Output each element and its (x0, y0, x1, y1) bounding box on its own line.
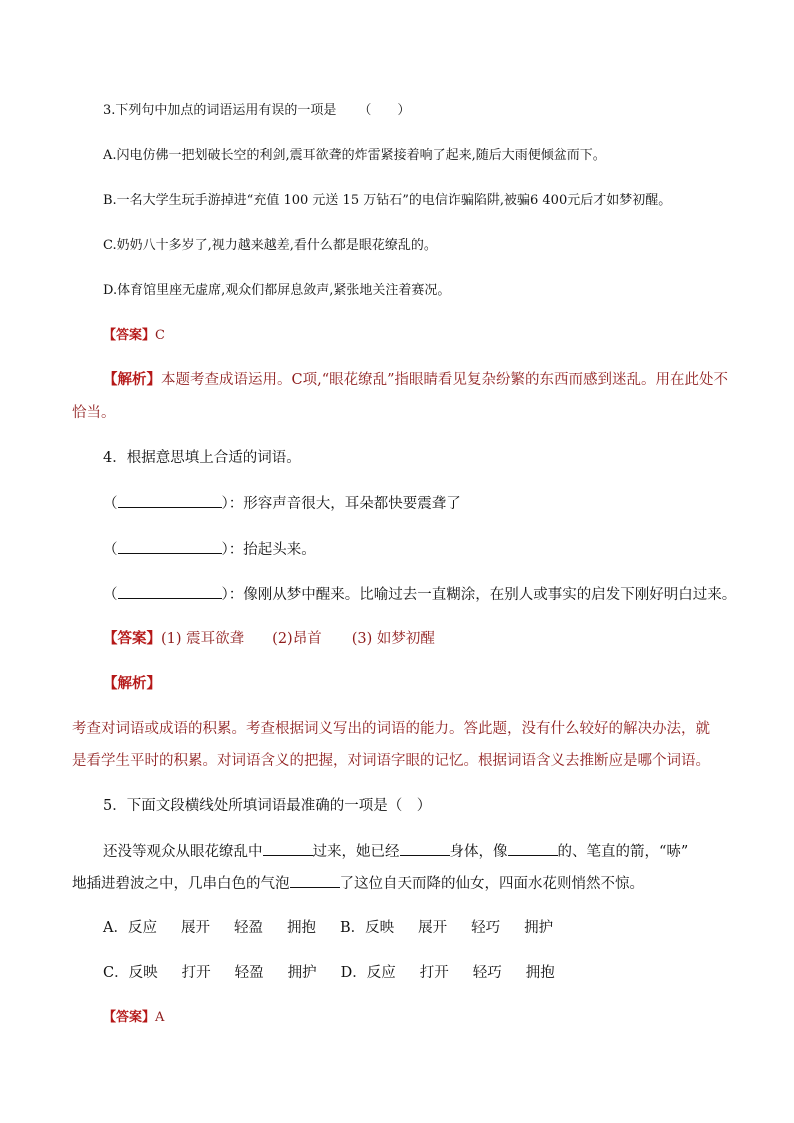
q5-passage-seg4: 的、笔直的箭，“哧” (557, 844, 689, 860)
q5-option-d-3: 轻巧 (472, 965, 502, 981)
q3-option-c: C.奶奶八十多岁了,视力越来越差,看什么都是眼花缭乱的。 (103, 238, 437, 253)
q5-option-a-4: 拥抱 (286, 920, 316, 936)
q3-option-b: B.一名大学生玩手游掉进“充值 100 元送 15 万钻石”的电信诈骗陷阱,被骗6 400元后才如梦初醒。 (103, 193, 672, 208)
q4-item-3-text: ）：像刚从梦中醒来。比喻过去一直糊涂，在别人或事实的启发下刚好明白过来。 (221, 587, 737, 603)
q4-analysis-line1: 考查对词语或成语的积累。考查根据词义写出的词语的能力。答此题，没有什么较好的解决办法，就 (72, 721, 710, 737)
q5-passage-seg3: 身体，像 (449, 844, 508, 860)
q5-answer (103, 1009, 164, 1027)
q5-passage-line1 (103, 842, 688, 861)
q4-analysis-line2: 是看学生平时的积累。对词语含义的把握，对词语字眼的记忆。根据词语含义去推断应是哪个词语。 (72, 753, 710, 769)
q4-item-3-blank (118, 585, 222, 599)
q5-option-d: D．反应 (340, 965, 396, 981)
q3-answer-tag: 【答案】 (103, 328, 156, 343)
q5-blank-1 (263, 842, 313, 856)
q4-stem: 4．根据意思填上合适的词语。 (103, 450, 301, 466)
q3-analysis-line2: 恰当。 (72, 405, 116, 421)
q5-option-b-4: 拥护 (524, 920, 554, 936)
q3-analysis-tag: 【解析】 (103, 371, 161, 388)
q5-option-b-2: 展开 (418, 920, 448, 936)
q4-item-1-blank (118, 494, 222, 508)
q4-item-2-blank (118, 540, 222, 554)
q3-stem-text: 3.下列句中加点的词语运用有误的一项是 (103, 103, 337, 118)
q5-answer-tag: 【答案】 (103, 1010, 156, 1025)
q5-option-c-3: 轻盈 (234, 965, 264, 981)
q3-answer (103, 327, 165, 345)
q3-option-d: D.体育馆里座无虚席,观众们都屏息敛声,紧张地关注着赛况。 (103, 283, 451, 298)
q5-option-a: A．反应 (103, 920, 157, 936)
q5-option-c-2: 打开 (181, 965, 211, 981)
q4-answer-tag: 【答案】 (103, 630, 161, 647)
q4-answer-3: (3) 如梦初醒 (351, 631, 435, 647)
q4-analysis-tag: 【解析】 (103, 675, 161, 692)
q4-item-2-open: （ (103, 542, 118, 558)
q4-answer-2: (2)昂首 (272, 631, 322, 647)
q5-option-b: B．反映 (339, 920, 395, 936)
q5-option-d-2: 打开 (419, 965, 449, 981)
q5-option-c-4: 拥护 (287, 965, 317, 981)
q5-passage-seg6: 了这位自天而降的仙女，四面水花则悄然不惊。 (339, 876, 644, 892)
q3-analysis-text: 本题考查成语运用。C项,“眼花缭乱”指眼睛看见复杂纷繁的东西而感到迷乱。用在此处不 (161, 372, 729, 388)
q4-item-3 (103, 585, 736, 604)
q5-blank-2 (400, 842, 450, 856)
q5-passage-line2 (72, 874, 644, 893)
q5-blank-3 (508, 842, 558, 856)
q5-option-d-4: 拥抱 (525, 965, 555, 981)
q5-passage-seg5: 地插进碧波之中，几串白色的气泡 (72, 876, 290, 892)
q5-passage-seg1: 还没等观众从眼花缭乱中 (103, 844, 263, 860)
q5-option-a-2: 展开 (180, 920, 210, 936)
q3-analysis-line1 (103, 371, 728, 389)
q4-item-3-open: （ (103, 587, 118, 603)
q4-item-2-text: ）：抬起头来。 (221, 542, 316, 558)
q4-item-1-text: ）：形容声音很大，耳朵都快要震聋了 (221, 496, 461, 512)
q4-item-2 (103, 540, 316, 559)
q3-stem (103, 102, 410, 120)
q3-option-a: A.闪电仿佛一把划破长空的利剑,震耳欲聋的炸雷紧接着响了起来,随后大雨便倾盆而下。 (103, 148, 606, 163)
q4-item-1-open: （ (103, 496, 118, 512)
q5-answer-value: A (155, 1010, 165, 1025)
q5-options-row1 (103, 919, 553, 937)
q3-answer-value: C (155, 328, 165, 343)
q5-option-c: C．反映 (103, 965, 158, 981)
q4-answer-1: (1) 震耳欲聋 (161, 631, 245, 647)
q5-stem: 5．下面文段横线处所填词语最准确的一项是（ ） (103, 798, 432, 814)
q5-options-row2 (103, 964, 555, 982)
q5-option-b-3: 轻巧 (471, 920, 501, 936)
q5-blank-4 (290, 874, 340, 888)
q4-item-1 (103, 494, 461, 513)
q5-option-a-3: 轻盈 (233, 920, 263, 936)
q4-answer (103, 630, 435, 648)
q3-paren: （ ） (358, 103, 411, 118)
q5-passage-seg2: 过来，她已经 (312, 844, 400, 860)
